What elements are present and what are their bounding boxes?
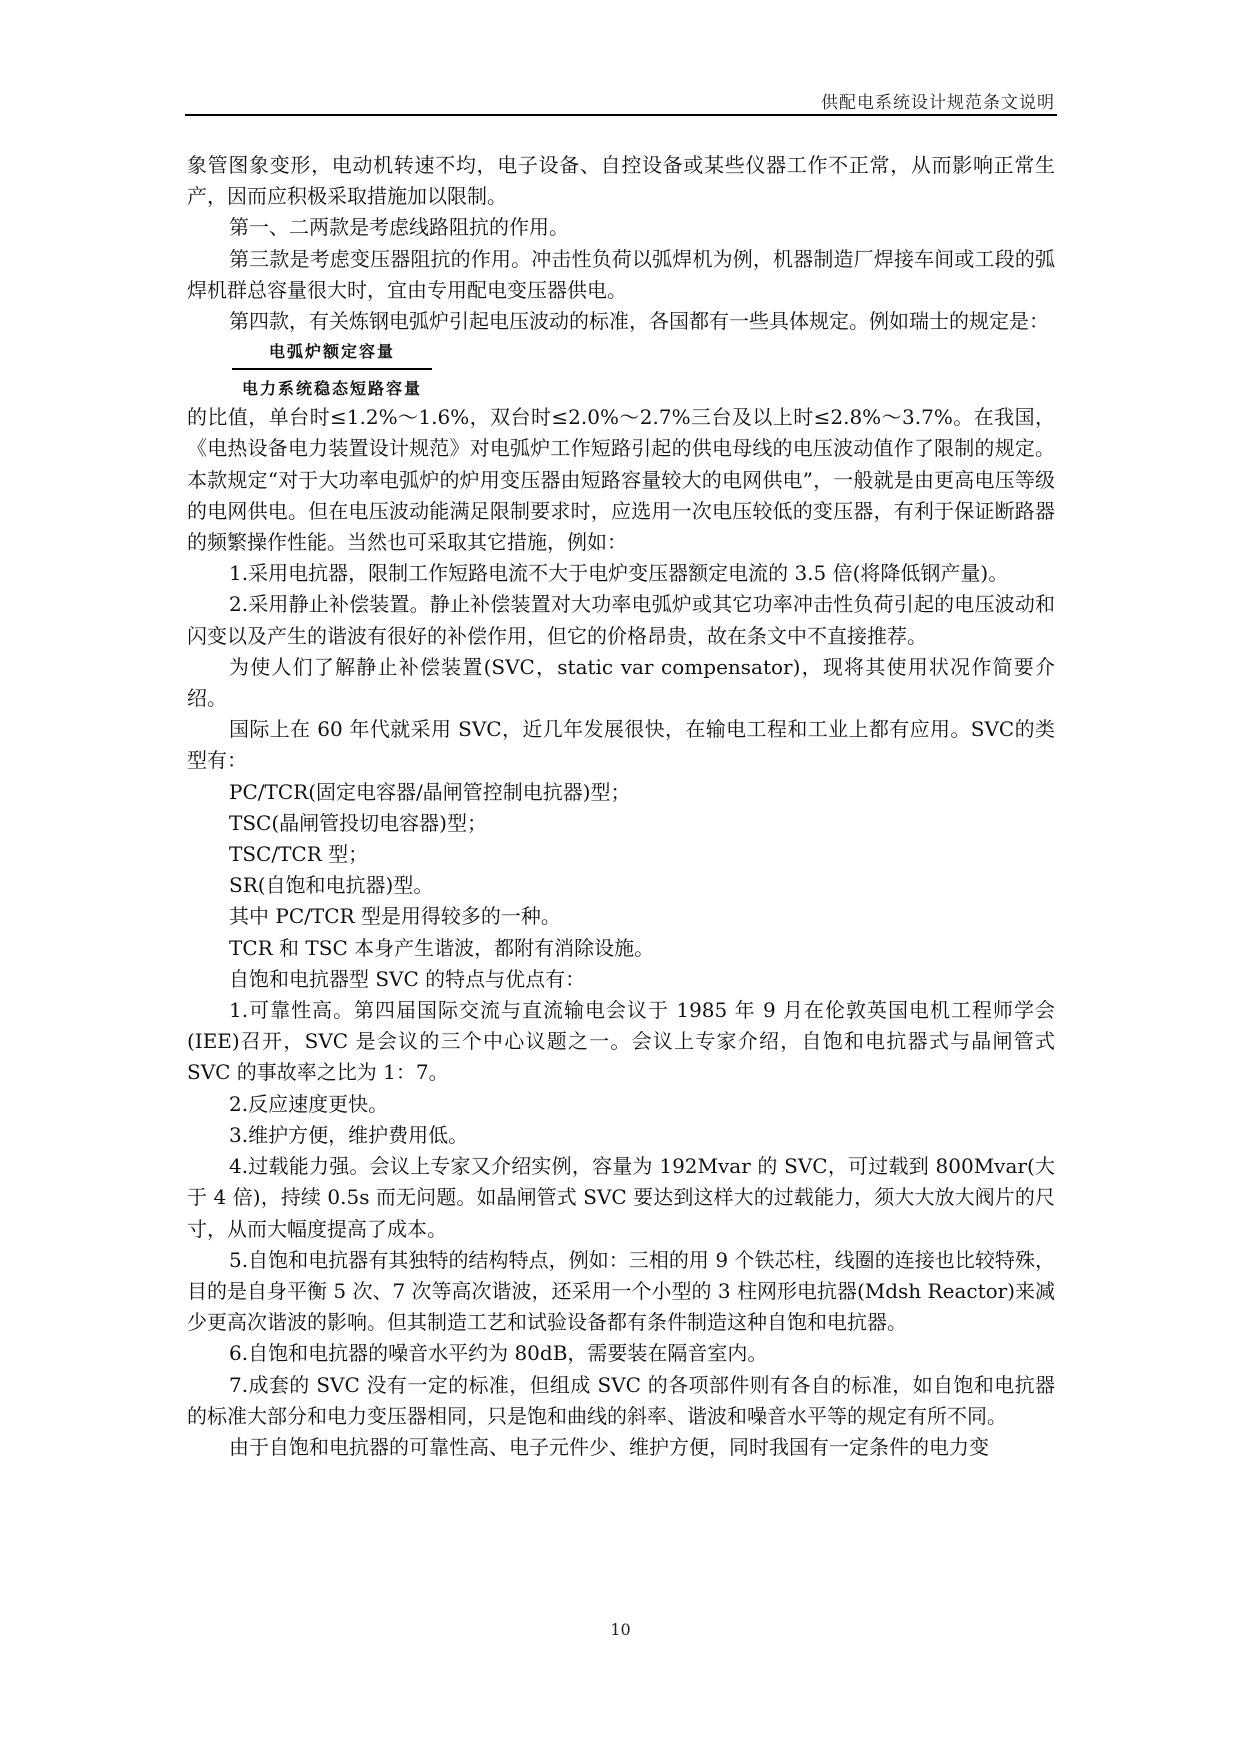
- paragraph: 由于自饱和电抗器的可靠性高、电子元件少、维护方便，同时我国有一定条件的电力变: [229, 1434, 989, 1459]
- fraction-numerator: 电弧炉额定容量: [232, 341, 432, 370]
- paragraph: 象管图象变形，电动机转速不均，电子设备、自控设备或某些仪器工作不正常，从而影响正常生产，因而应积极采取措施加以限制。: [187, 153, 1055, 209]
- paragraph: 国际上在 60 年代就采用 SVC，近几年发展很快，在输电工程和工业上都有应用。SVC的类型有：: [187, 717, 1055, 773]
- svc-type-item: PC/TCR(固定电容器/晶闸管控制电抗器)型；: [229, 779, 631, 804]
- svc-type-item: TSC/TCR 型；: [229, 842, 369, 867]
- paragraph: TCR 和 TSC 本身产生谐波，都附有消除设施。: [229, 935, 655, 960]
- paragraph: 为使人们了解静止补偿装置(SVC，static var compensator)，现将其使用状况作简要介绍。: [187, 654, 1055, 711]
- list-item: 4.过载能力强。会议上专家又介绍实例，容量为 192Mvar 的 SVC，可过载到 800Mvar(大于 4 倍)，持续 0.5s 而无问题。如晶闸管式 SVC 要达到这样大的过载能力，须大大放大阀片的尺寸，从而大幅度提高了成本。: [187, 1154, 1055, 1241]
- list-item: 7.成套的 SVC 没有一定的标准，但组成 SVC 的各项部件则有各自的标准，如自饱和电抗器的标准大部分和电力变压器相同，只是饱和曲线的斜率、谐波和噪音水平等的规定有所不同。: [187, 1372, 1055, 1428]
- list-item: 1.采用电抗器，限制工作短路电流不大于电炉变压器额定电流的 3.5 倍(将降低钢产量)。: [229, 561, 1009, 586]
- list-item: 2.采用静止补偿装置。静止补偿装置对大功率电弧炉或其它功率冲击性负荷引起的电压波动和闪变以及产生的谐波有很好的补偿作用，但它的价格昂贵，故在条文中不直接推荐。: [187, 592, 1055, 648]
- list-item: 3.维护方便，维护费用低。: [229, 1122, 469, 1147]
- list-item: 2.反应速度更快。: [229, 1091, 389, 1116]
- svc-type-item: SR(自饱和电抗器)型。: [229, 873, 434, 898]
- running-header: 供配电系统设计规范条文说明: [821, 93, 1055, 113]
- list-item: 6.自饱和电抗器的噪音水平约为 80dB，需要装在隔音室内。: [229, 1341, 768, 1366]
- paragraph: 自饱和电抗器型 SVC 的特点与优点有：: [229, 966, 586, 991]
- paragraph: 第一、二两款是考虑线路阻抗的作用。: [229, 215, 569, 240]
- page-number: 10: [610, 1620, 631, 1639]
- svc-type-item: TSC(晶闸管投切电容器)型；: [229, 810, 487, 835]
- body-text: [187, 150, 1055, 1463]
- paragraph: 的比值，单台时≤1.2%～1.6%，双台时≤2.0%～2.7%三台及以上时≤2.8%～3.7%。在我国，《电热设备电力装置设计规范》对电弧炉工作短路引起的供电母线的电压波动值作了限制的规定。本款规定“对于大功率电弧炉的炉用变压器由短路容量较大的电网供电”，一般就是由更高电压等级的电网供电。但在电压波动能满足限制要求时，应选用一次电压较低的变压器，有利于保证断路器的频繁操作性能。当然也可采取其它措施，例如：: [187, 405, 1055, 555]
- paragraph: 第四款，有关炼钢电弧炉引起电压波动的标准，各国都有一些具体规定。例如瑞士的规定是：: [229, 309, 1049, 334]
- paragraph: 其中 PC/TCR 型是用得较多的一种。: [229, 904, 561, 929]
- list-item: 5.自饱和电抗器有其独特的结构特点，例如：三相的用 9 个铁芯柱，线圈的连接也比较特殊，目的是自身平衡 5 次、7 次等高次谐波，还采用一个小型的 3 柱网形电抗器(Mdsh Reactor)来减少更高次谐波的影响。但其制造工艺和试验设备都有条件制造这种自饱和电抗器。: [187, 1247, 1056, 1335]
- fraction-denominator: 电力系统稳态短路容量: [241, 379, 422, 399]
- capacity-ratio-fraction: [232, 341, 432, 400]
- header-rule: [185, 114, 1057, 116]
- list-item: 1.可靠性高。第四届国际交流与直流输电会议于 1985 年 9 月在伦敦英国电机工程师学会(IEE)召开，SVC 是会议的三个中心议题之一。会议上专家介绍，自饱和电抗器式与晶闸管式 SVC 的事故率之比为 1：7。: [187, 998, 1055, 1085]
- paragraph: 第三款是考虑变压器阻抗的作用。冲击性负荷以弧焊机为例，机器制造厂焊接车间或工段的弧焊机群总容量很大时，宜由专用配电变压器供电。: [187, 246, 1055, 302]
